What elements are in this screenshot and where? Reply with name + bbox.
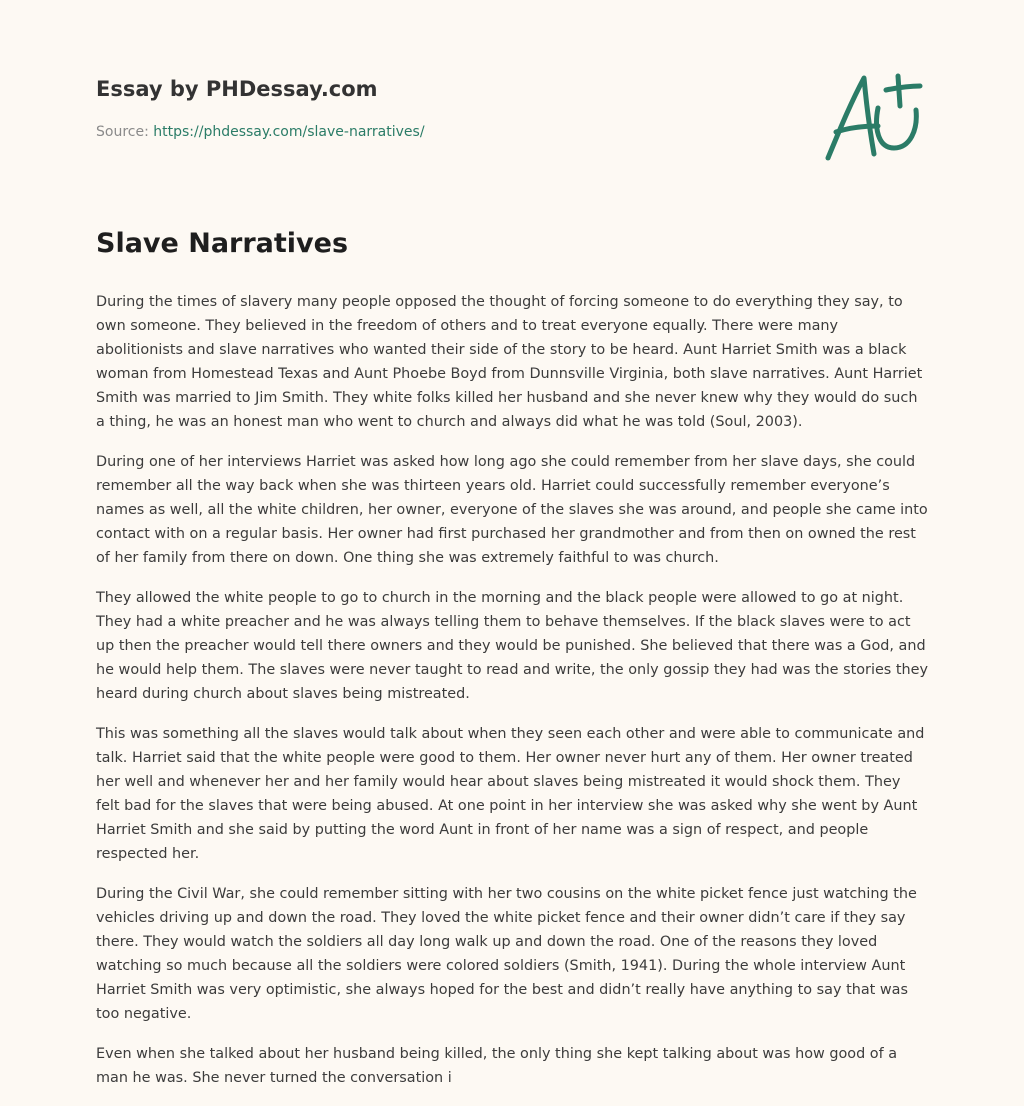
essay-paragraph: During one of her interviews Harriet was asked how long ago she could remember from her slave days, she could remember all the way back when she was thirteen years old. Harriet could successfully remember everyone’s names as well, all the white children, her owner, everyone of the slaves she was around, and people she came into contact with on a regular basis. Her owner had first purchased her grandmother and from then on owned the rest of her family from there on down. One thing she was extremely faithful to was church. xyxy=(96,454,928,566)
essay-paragraph: This was something all the slaves would talk about when they seen each other and were able to communicate and talk. Harriet said that the white people were good to them. Her owner never hurt any of them. Her owner treated her well and whenever her and her family would hear about slaves being mistreated it would shock them. They felt bad for the slaves that were being abused. At one point in her interview she was asked why she went by Aunt Harriet Smith and she said by putting the word Aunt in front of her name was a sign of respect, and people respected her. xyxy=(96,726,925,862)
essay-paragraph: During the Civil War, she could remember sitting with her two cousins on the white picket fence just watching the vehicles driving up and down the road. They loved the white picket fence and their owner didn’t care if they say there. They would watch the soldiers all day long walk up and down the road. One of the reasons they loved watching so much because all the soldiers were colored soldiers (Smith, 1941). During the whole interview Aunt Harriet Smith was very optimistic, she always hoped for the best and didn’t really have anything to say that was too negative. xyxy=(96,886,917,1022)
essay-paragraph: Even when she talked about her husband being killed, the only thing she kept talking about was how good of a man he was. She never turned the conversation i xyxy=(96,1046,898,1086)
source-link[interactable]: https://phdessay.com/slave-narratives/ xyxy=(153,124,425,140)
essay-paragraph: They allowed the white people to go to church in the morning and the black people were allowed to go at night. They had a white preacher and he was always telling them to behave themselves. If the black slaves were to act up then the preacher would tell there owners and they would be punished. She believed that there was a God, and he would help them. The slaves were never taught to read and write, the only gossip they had was the stories they heard during church about slaves being mistreated. xyxy=(96,590,929,702)
page-header xyxy=(96,72,636,142)
essay-content xyxy=(96,222,928,1106)
source-label: Source: xyxy=(96,124,154,140)
essay-title: Slave Narratives xyxy=(96,228,349,259)
site-title: Essay by PHDessay.com xyxy=(96,77,378,101)
essay-paragraph: During the times of slavery many people opposed the thought of forcing someone to do everything they say, to own someone. They believed in the freedom of others and to treat everyone equally. There were many abolitionists and slave narratives who wanted their side of the story to be heard. Aunt Harriet Smith was a black woman from Homestead Texas and Aunt Phoebe Boyd from Dunnsville Virginia, both slave narratives. Aunt Harriet Smith was married to Jim Smith. They white folks killed her husband and she never knew why they would do such a thing, he was an honest man who went to church and always did what he was told (Soul, 2003). xyxy=(96,294,923,430)
source-line xyxy=(96,122,636,142)
a-plus-logo-icon xyxy=(820,68,930,168)
